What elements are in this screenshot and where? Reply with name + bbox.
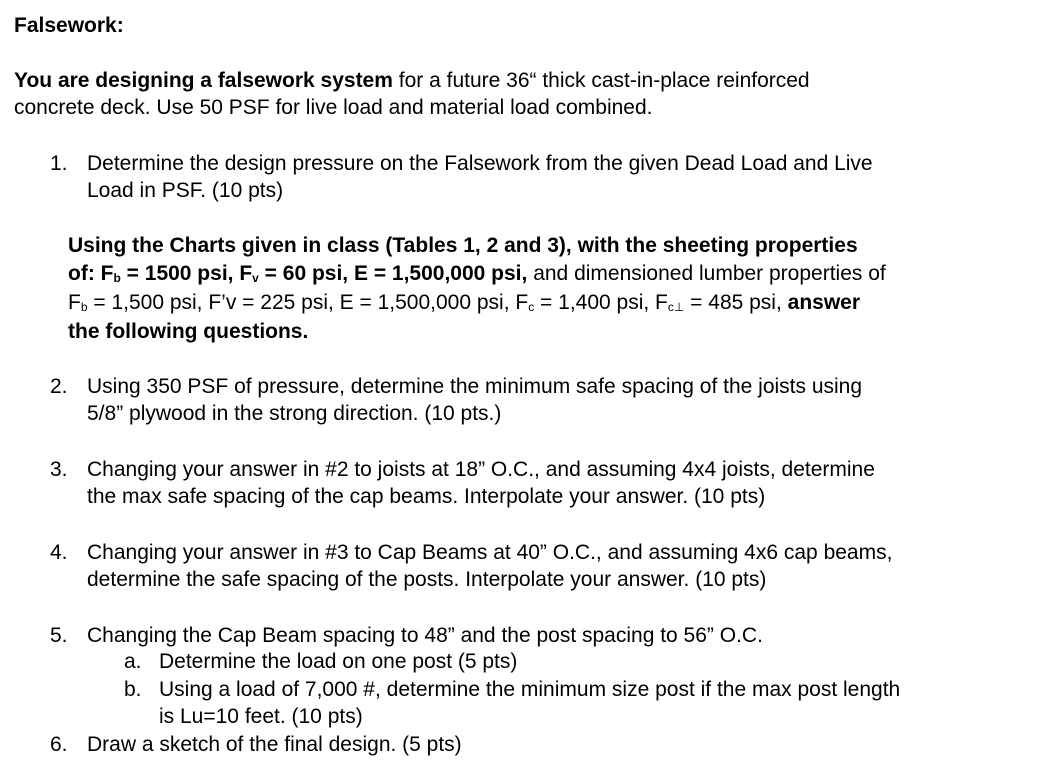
page-heading: Falsework:: [14, 14, 124, 37]
question-5-number: 5.: [50, 624, 68, 647]
given-fv-value: = 60 psi, E = 1,500,000 psi,: [258, 262, 528, 285]
given-lumber-fcperp-sub: c⊥: [667, 300, 685, 314]
given-answer-bold: answer: [781, 291, 861, 314]
given-fb-sub: b: [113, 271, 121, 285]
question-2-line-1: Using 350 PSF of pressure, determine the minimum safe spacing of the joists using: [87, 375, 863, 398]
given-fb-label: of: F: [68, 262, 114, 285]
question-5b-line-1: Using a load of 7,000 #, determine the minimum size post if the max post length: [159, 678, 901, 701]
given-fv-sub: v: [252, 271, 259, 285]
question-3-number: 3.: [50, 458, 68, 481]
question-5b-line-2: is Lu=10 feet. (10 pts): [159, 705, 363, 728]
question-1-number: 1.: [50, 152, 68, 175]
question-1-line-1: Determine the design pressure on the Falsework from the given Dead Load and Live: [87, 152, 873, 175]
question-4-line-2: determine the safe spacing of the posts. Interpolate your answer. (10 pts): [87, 568, 767, 591]
question-5-line-1: Changing the Cap Beam spacing to 48” and the post spacing to 56” O.C.: [87, 624, 763, 647]
question-2-number: 2.: [50, 375, 68, 398]
question-6-number: 6.: [50, 733, 68, 756]
given-lumber-fcperp-value: = 485 psi,: [684, 291, 782, 314]
given-fb-value: = 1500 psi, F: [120, 262, 253, 285]
given-lumber-lead: and dimensioned lumber properties of: [527, 262, 886, 285]
intro-line-2: concrete deck. Use 50 PSF for live load and material load combined.: [14, 96, 653, 119]
given-lumber-fc-value: = 1,400 psi, F: [534, 291, 668, 314]
question-2-line-2: 5/8” plywood in the strong direction. (10 pts.): [87, 402, 502, 425]
question-6-line-1: Draw a sketch of the final design. (5 pts): [87, 733, 462, 756]
intro-bold-lead: You are designing a falsework system: [14, 69, 393, 92]
given-line-1: Using the Charts given in class (Tables 1, 2 and 3), with the sheeting properties: [68, 234, 858, 257]
question-4-line-1: Changing your answer in #3 to Cap Beams at 40” O.C., and assuming 4x6 cap beams,: [87, 541, 893, 564]
question-1-line-2: Load in PSF. (10 pts): [87, 179, 284, 202]
given-line-2: [68, 260, 886, 290]
question-5b-label: b.: [124, 678, 142, 701]
given-line-4: the following questions.: [68, 320, 309, 343]
question-5a-text: Determine the load on one post (5 pts): [159, 650, 518, 673]
given-lumber-fc-sub: c: [528, 300, 535, 314]
given-lumber-values: = 1,500 psi, F’v = 225 psi, E = 1,500,000 psi, F: [87, 291, 529, 314]
intro-line-1: [14, 67, 810, 95]
given-lumber-fb-sub: b: [80, 300, 88, 314]
given-line-3: [68, 289, 860, 319]
question-3-line-1: Changing your answer in #2 to joists at 18” O.C., and assuming 4x4 joists, determine: [87, 458, 875, 481]
question-4-number: 4.: [50, 541, 68, 564]
given-lumber-fb-label: F: [68, 291, 81, 314]
intro-line-1-rest: for a future 36“ thick cast-in-place reinforced: [392, 69, 810, 92]
question-5a-label: a.: [124, 650, 142, 673]
question-3-line-2: the max safe spacing of the cap beams. Interpolate your answer. (10 pts): [87, 485, 766, 508]
